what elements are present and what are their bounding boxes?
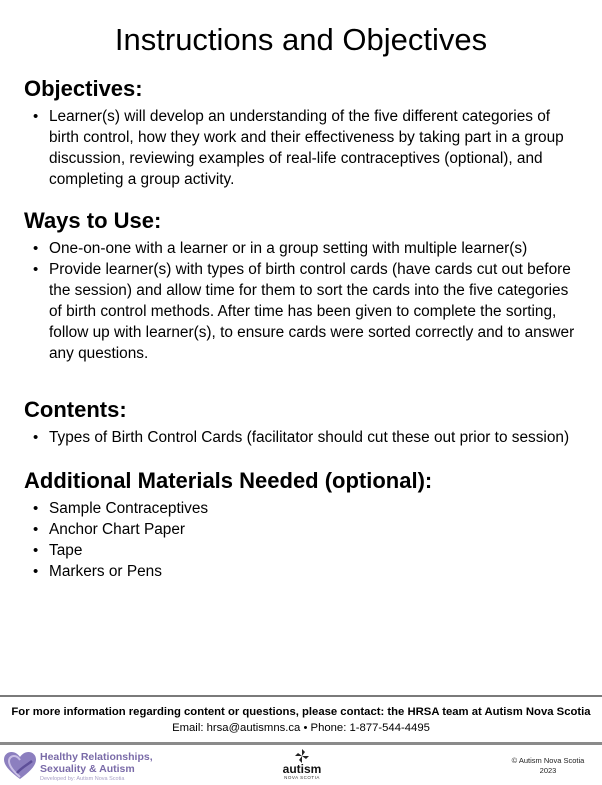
footer-divider-top (0, 695, 602, 697)
section-heading: Additional Materials Needed (optional): (24, 468, 433, 493)
section-heading: Objectives: (24, 76, 143, 101)
list-item: • Markers or Pens (24, 561, 579, 582)
section-contents (24, 397, 579, 448)
list-item: • One-on-one with a learner or in a group setting with multiple learner(s) (24, 238, 579, 259)
ways-list (24, 238, 579, 364)
list-item: • Types of Birth Control Cards (facilitator should cut these out prior to session) (24, 427, 579, 448)
hrsa-logo-text (40, 751, 153, 783)
list-item: • Sample Contraceptives (24, 498, 579, 519)
list-item: • Anchor Chart Paper (24, 519, 579, 540)
list-item: • Learner(s) will develop an understanding of the five different categories of birth control, how they work and their effectiveness by taking part in a group discussion, reviewing examples of real-life contraceptives (optional), and completing a group activity. (24, 106, 579, 190)
section-objectives (24, 76, 579, 190)
pinwheel-icon (295, 749, 309, 763)
materials-list (24, 498, 579, 582)
list-item: • Provide learner(s) with types of birth control cards (have cards cut out before the session) and allow time for them to sort the cards into the five categories of birth control methods. After time has been given to complete the sorting, follow up with learner(s), to ensure cards were sorted correctly and to answer any questions. (24, 259, 579, 364)
hrsa-developed-by: Developed by: Autism Nova Scotia (40, 776, 125, 782)
hrsa-logo-line1: Healthy Relationships, (40, 751, 153, 763)
list-item: • Tape (24, 540, 579, 561)
purple-heart-icon (3, 751, 37, 781)
footer-email-phone: Email: hrsa@autismns.ca • Phone: 1-877-544-4495 (172, 722, 430, 734)
copyright-line1: © Autism Nova Scotia (511, 756, 585, 765)
section-materials (24, 468, 579, 582)
page-title: Instructions and Objectives (114, 22, 488, 57)
copyright-year: 2023 (539, 766, 557, 775)
autism-ns-logo-sub: NOVA SCOTIA (284, 775, 320, 780)
autism-ns-logo-word: autism (282, 762, 322, 776)
footer-contact-text: For more information regarding content or questions, please contact: the HRSA team at Autism Nova Scotia (11, 706, 591, 718)
objectives-list (24, 106, 579, 190)
hrsa-logo-line2: Sexuality & Autism (40, 763, 135, 775)
copyright (498, 756, 598, 776)
contents-list (24, 427, 579, 448)
section-heading: Ways to Use: (24, 208, 162, 233)
section-ways-to-use (24, 208, 579, 364)
section-heading: Contents: (24, 397, 127, 422)
footer-divider-bottom (0, 742, 602, 745)
